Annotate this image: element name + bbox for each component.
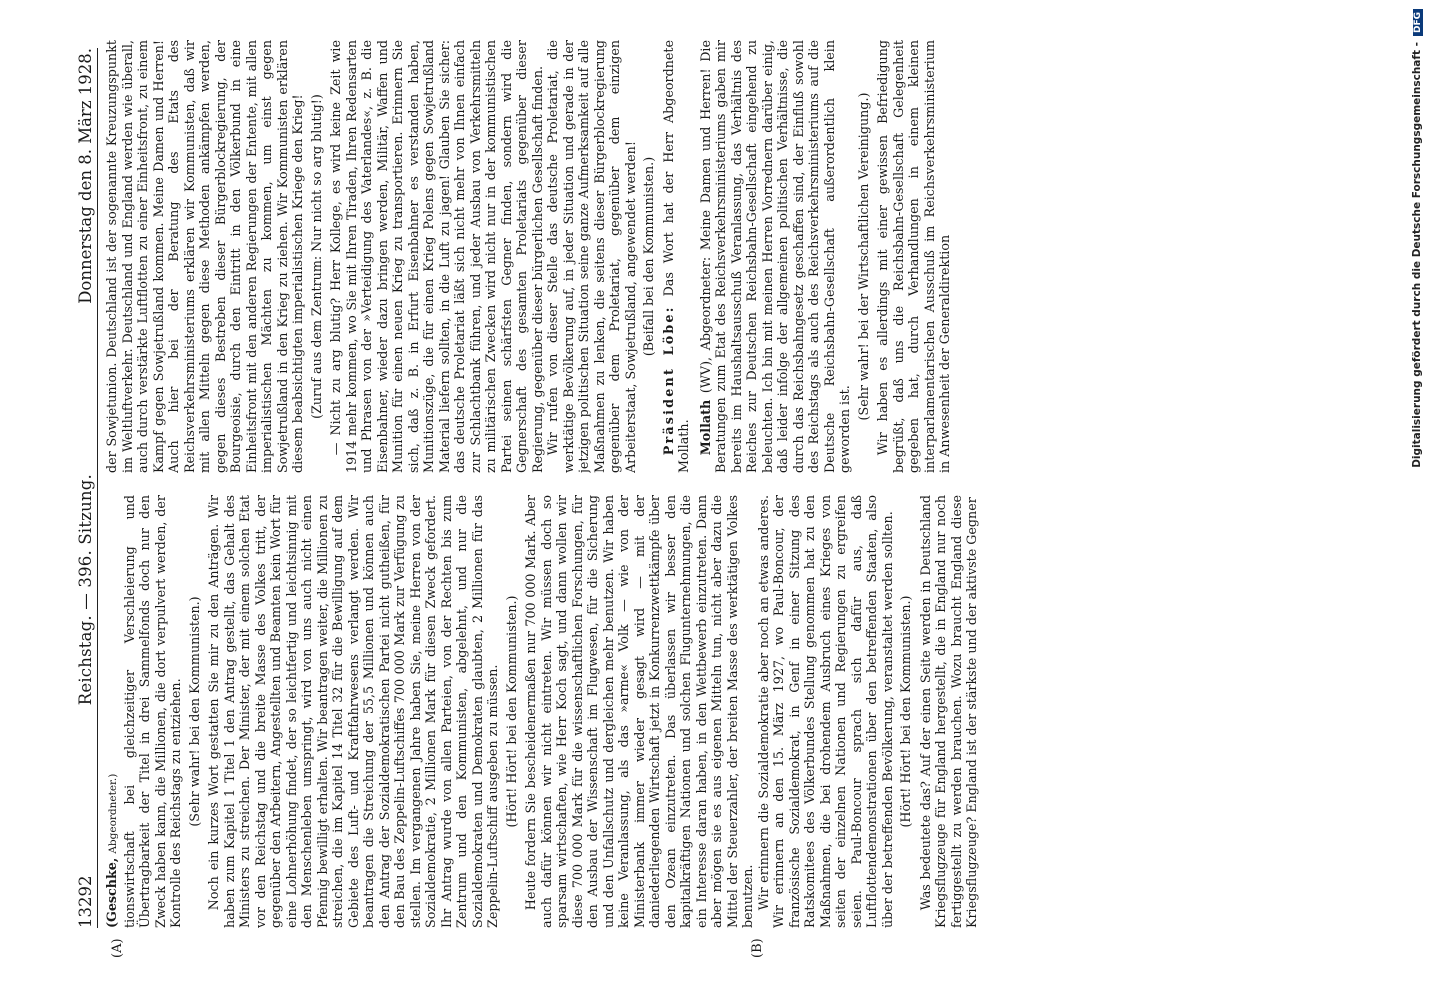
- paragraph: — Nicht zu arg blutig? Herr Kollege, es wird keine Zeit wie 1914 mehr kommen, wo Sie mit Ihren Tiraden, Ihren Redensarten und Phrasen von der »Verteidigung des Vaterlandes«, z. B. die Eisenbahner, wieder dazu bringen werden, Militär, Waffen und Munition für einen neuen Krieg zu transportieren. Erinnern Sie sich, daß z. B. in Erfurt Eisenbahner es verstanden haben, Munitionszüge, die für einen Krieg Polens gegen Sowjetrußland Material liefern sollten, in die Luft zu jagen! Glauben Sie sicher: das deutsche Proletariat läßt sich nicht mehr von Ihnen einfach zur Schlachtbank führen, und jeder Ausbau von Verkehrsmitteln zu militärischen Zwecken wird nicht nur in der kommunistischen Partei seinen schärfsten Gegner finden, sondern wird die Gegnerschaft des gesamten Proletariats gegenüber dieser Regierung, gegenüber dieser bürgerlichen Gesellschaft finden.: [328, 40, 545, 473]
- digitization-credit: [1404, 10, 1430, 890]
- interjection: (Beifall bei den Kommunisten.): [641, 156, 656, 357]
- paragraph: [698, 40, 853, 473]
- speaker-name: (Geschke,: [104, 857, 119, 928]
- speaker-role: Abgeordneter.): [107, 773, 119, 854]
- interjection: (Sehr wahr! bei der Wirtschaftlichen Vereinigung.): [855, 92, 871, 421]
- speaker-text: (WV), Abgeordneter: Meine Damen und Herren! Die Beratungen zum Etat des Reichsverkehrsministeriums gaben mir bereits im Haushaltsausschuß Veranlassung, das Verhältnis des Reiches zur Deutschen Reichsbahn-Gesellschaft eingehend zu beleuchten. Ich bin mit meinen Herren Vorrednern darüber einig, daß leider infolge der allgemeinen politischen Verhältnisse, die durch das Reichsbahngesetz geschaffen sind, der Einfluß sowohl des Reichstags als auch des Reichsverkehrsministeriums auf die Deutsche Reichsbahn-Gesellschaft außerordentlich klein geworden ist.: [697, 40, 852, 473]
- page-header: [76, 48, 98, 928]
- interjection: (Zuruf aus dem Zentrum: Nur nicht so arg blutig!): [308, 94, 324, 419]
- paragraph: der Sowjetunion. Deutschland ist der sogenannte Kreuzungspunkt im Weltluftverkehr. Deutschland und England werden wie überall, auch durch verstärkte Luftflotten zu einer Einheitsfront, zu einem Kampf gegen Sowjetrußland kommen. Meine Damen und Herren! Auch hier bei der Beratung des Etats des Reichsverkehrsministeriums erklären wir Kommunisten, daß wir mit allen Mitteln gegen diese Methoden ankämpfen werden, gegen dieses Bestreben dieser Bürgerblockregierung, der Bourgeoisie, durch den Eintritt in den Völkerbund in eine Einheitsfront mit den anderen Regierungen der Entente, mit allen imperialistischen Mächten zu kommen, um einst gegen Sowjetrußland in den Krieg zu ziehen. Wir Kommunisten erklären diesem beabsichtigten imperialistischen Kriege den Krieg!: [104, 40, 305, 473]
- interjection: (Hört! Hört! bei den Kommunisten.): [898, 595, 913, 828]
- paragraph: [104, 495, 122, 928]
- text-columns: [104, 40, 1354, 928]
- paragraph: Noch ein kurzes Wort gestatten Sie mir zu den Anträgen. Wir haben zum Kapitel 1 Titel 1 den Antrag gestellt, das Gehalt des Ministers zu streichen. Der Minister, der mit einem solchen Etat vor den Reichstag und die breite Masse des Volkes tritt, der gegenüber den Arbeitern, Angestellten und Beamten kein Wort für eine Lohnerhöhung findet, der so leichtfertig und leichtsinnig mit den Menschenleben umspringt, wird von uns auch nicht einen Pfennig bewilligt erhalten. Wir beantragen weiter, die Millionen zu streichen, die im Kapitel 14 Titel 32 für die Bewilligung auf dem Gebiete des Luft- und Kraftfahrwesens verlangt werden. Wir beantragen die Streichung der 55,5 Millionen und können auch den Antrag der Sozialdemokratischen Partei nicht gutheißen, für den Bau des Zeppelin-Luftschiffes 700 000 Mark zur Verfügung zu stellen. Im vergangenen Jahre haben Sie, meine Herren von der Sozialdemokratie, 2 Millionen Mark für diesen Zweck gefordert. Ihr Antrag wurde von allen Parteien, von der Rechten bis zum Zentrum und den Kommunisten, abgelehnt, und nur die Sozialdemokraten und Demokraten glaubten, 2 Millionen für das Zeppelin-Luftschiff ausgeben zu müssen.: [206, 495, 500, 928]
- speaker-name: Präsident Löbe:: [660, 305, 676, 456]
- paragraph: Wir rufen von dieser Stelle das deutsche Proletariat, die werktätige Bevölkerung auf, in jeder Situation und gerade in der jetzigen politischen Situation seine ganze Aufmerksamkeit auf alle Maßnahmen zu lenken, die seitens dieser Bürgerblockregierung gegenüber dem Proletariat, gegenüber dem einzigen Arbeiterstaat, Sowjetrußland, angewendet werden!: [545, 40, 638, 473]
- interjection: (Sehr wahr! bei den Kommunisten.): [186, 596, 202, 827]
- page-number: 13292: [76, 875, 95, 928]
- margin-marker-b: (B): [750, 938, 765, 958]
- speaker-text: Das Wort hat der Herr Abgeordnete Mollath.: [660, 40, 691, 473]
- paragraph: tionswirtschaft bei gleichzeitiger Verschleierung und Übertragbarkeit der Titel in drei Sammelfonds doch nur den Zweck haben kann, die Millionen, die dort verpulvert werden, der Kontrolle des Reichstags zu entziehen.: [121, 495, 183, 928]
- paragraph: Was bedeutete das? Auf der einen Seite werden in Deutschland Kriegsflugzeuge für England hergestellt, die in England nur noch fertiggestellt zu werden brauchen. Wozu braucht England diese Kriegsflugzeuge? England ist der stärkste und der aktivste Gegner: [917, 495, 979, 928]
- dfg-logo: DFG: [1413, 9, 1423, 36]
- margin-marker-a: (A): [110, 938, 125, 958]
- right-column: [104, 40, 1354, 473]
- paragraph: Heute fordern Sie bescheidenermaßen nur 700 000 Mark. Aber auch dafür können wir nicht eintreten. Wir müssen doch so sparsam wirtschaften, wie Herr Koch sagt, und dann wollen wir diese 700 000 Mark für die wissenschaftlichen Forschungen, für den Ausbau der Wissenschaft im Flugwesen, für die Sicherung und den Unfallschutz und dergleichen mehr benutzen. Wir haben keine Veranlassung, als das »arme« Volk — wie von der Ministerbank immer wieder gesagt wird — mit der daniederliegenden Wirtschaft jetzt in Konkurrenzwettkämpfe über den Ozean einzutreten. Das überlassen wir besser den kapitalkräftigen Nationen und solchen Flugunternehmungen, die ein Interesse daran haben, in den Wettbewerb einzutreten. Dann aber mögen sie es aus eigenen Mitteln tun, nicht aber dazu die Mittel der Steuerzahler, der breiten Masse des werktätigen Volkes benutzen.: [523, 495, 755, 928]
- left-column: [104, 495, 1354, 928]
- interjection: (Hört! Hört! bei den Kommunisten.): [503, 595, 519, 828]
- paragraph: Wir erinnern die Sozialdemokratie aber noch an etwas anderes. Wir erinnern an den 15. März 1927, wo Paul-Boncour, der französische Sozialdemokrat, in Genf in einer Sitzung des Ratskomitees des Völkerbundes Stellung genommen hat zu den Maßnahmen, die bei drohendem Ausbruch eines Krieges von seiten der einzelnen Nationen und Regierungen zu ergreifen seien. Paul-Boncour sprach sich dafür aus, daß Luftflottendemonstrationen über den betreffenden Staaten, also über der betreffenden Bevölkerung, veranstaltet werden sollten.: [755, 495, 895, 928]
- paragraph: [661, 40, 692, 473]
- rotated-scanned-page: [50, 20, 1380, 980]
- page-title: Reichstag. — 396. Sitzung.: [76, 474, 95, 706]
- speaker-name: Mollath: [697, 399, 713, 456]
- paragraph: Wir haben es allerdings mit einer gewissen Befriedigung begrüßt, daß uns die Reichsbahn-Gesellschaft Gelegenheit gegeben hat, durch Verhandlungen in einem kleinen interparlamentarischen Ausschuß im Reichsverkehrsministerium in Anwesenheit der Generaldirektion: [875, 40, 952, 473]
- credit-text: Digitalisierung gefördert durch die Deutsche Forschungsgemeinschaft -: [1411, 42, 1423, 468]
- page-date: Donnerstag den 8. März 1928.: [76, 48, 95, 304]
